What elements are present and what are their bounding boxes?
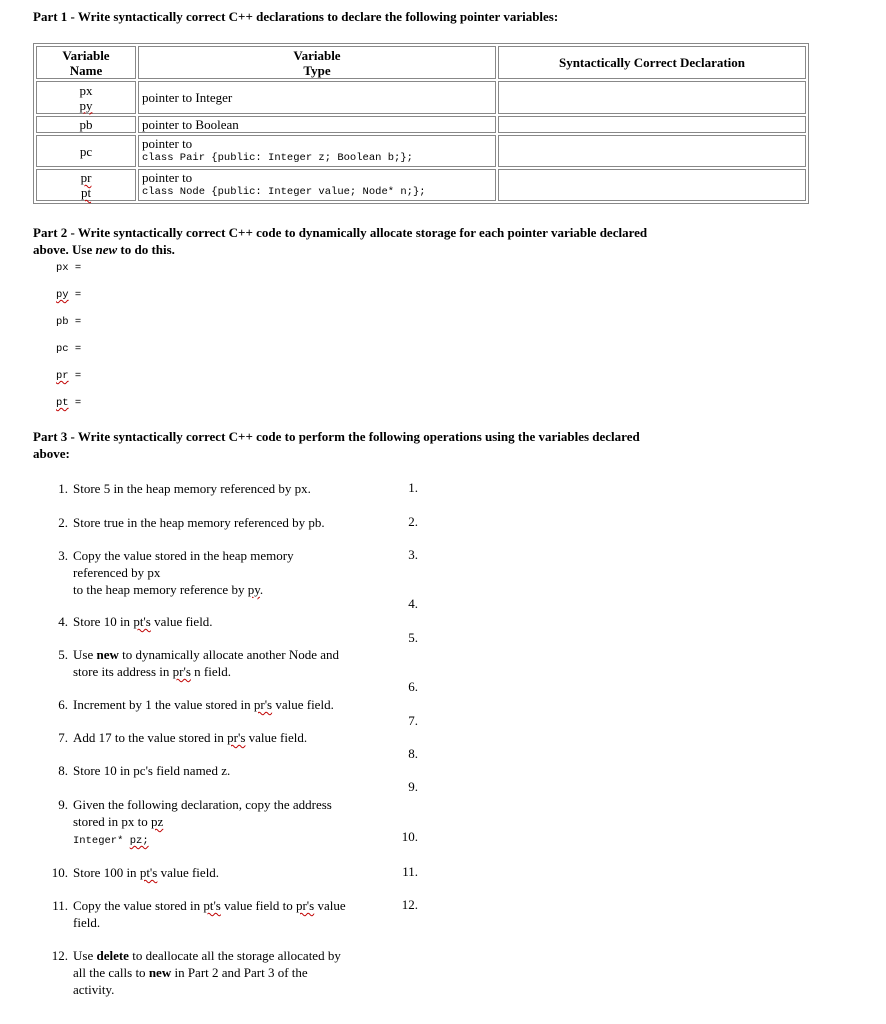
question-text-part: py — [247, 582, 260, 597]
alloc-eq: = — [68, 343, 82, 355]
part2-title-line2 — [33, 241, 647, 258]
question-text-part: value — [314, 898, 346, 913]
answer-slot-10[interactable]: 10. — [401, 829, 418, 844]
variable-name-cell — [36, 135, 136, 167]
header-variable-type — [138, 46, 496, 79]
question-2 — [46, 514, 386, 531]
question-text — [73, 729, 386, 746]
declaration-table — [33, 43, 809, 204]
question-text-part: value field. — [272, 697, 334, 712]
question-text — [73, 646, 386, 680]
header-type-line1: Variable — [293, 47, 341, 63]
alloc-eq: = — [68, 316, 82, 328]
question-text-part: pr's — [253, 697, 273, 712]
variable-type-code: class Node {public: Integer value; Node* n;}; — [142, 186, 426, 198]
part1-title: Part 1 - Write syntactically correct C++ declarations to declare the following pointer variables: — [33, 9, 559, 24]
new-keyword: new — [96, 647, 119, 662]
header-declaration: Syntactically Correct Declaration — [498, 46, 806, 79]
alloc-line-pc[interactable] — [56, 343, 81, 355]
header-name-line2: Name — [69, 62, 103, 78]
question-code: Integer* — [73, 835, 130, 847]
question-text-part: Copy the value stored in the heap memory — [73, 548, 294, 563]
question-text-part: field. — [73, 915, 101, 930]
alloc-eq: = — [68, 262, 82, 274]
header-variable-name — [36, 46, 136, 79]
question-text-part: Add 17 to the value stored in — [73, 730, 228, 745]
answer-slot-8[interactable]: 8. — [408, 746, 418, 761]
question-text-part: referenced by px — [73, 565, 161, 580]
question-text: Store true in the heap memory referenced by pb. — [73, 515, 325, 530]
question-number: 6. — [58, 697, 68, 712]
answer-slot-4[interactable]: 4. — [408, 596, 418, 611]
question-4 — [46, 613, 386, 630]
part3-title — [33, 428, 640, 462]
question-text-part: n field. — [190, 664, 231, 679]
question-number: 2. — [58, 515, 68, 530]
question-text-part: activity. — [73, 982, 115, 997]
question-7 — [46, 729, 386, 746]
question-text — [73, 696, 386, 713]
alloc-var: pb — [56, 316, 69, 328]
question-9 — [46, 796, 386, 850]
new-keyword: new — [95, 242, 118, 257]
table-row — [36, 169, 806, 201]
variable-type-cell — [138, 169, 496, 201]
question-number: 10. — [51, 865, 68, 880]
question-text-part: to the heap memory reference by — [73, 582, 248, 597]
part2-title-text: above. Use — [33, 242, 96, 257]
question-text-part: value field. — [245, 730, 308, 745]
alloc-line-px[interactable] — [56, 262, 81, 274]
part3-title-line1: Part 3 - Write syntactically correct C++ code to perform the following operations using the variables declared — [33, 429, 640, 444]
question-text-part: Use — [73, 647, 97, 662]
question-text: Store 10 in pc's field named z. — [73, 763, 231, 778]
question-text — [73, 947, 386, 998]
alloc-eq: = — [68, 289, 82, 301]
question-number: 7. — [58, 730, 68, 745]
alloc-eq: = — [68, 370, 82, 382]
question-number: 11. — [52, 898, 68, 913]
question-number: 9. — [58, 797, 68, 812]
question-text-part: store its address in — [73, 664, 173, 679]
table-row — [36, 116, 806, 133]
question-text: Store 5 in the heap memory referenced by px. — [73, 481, 311, 496]
question-text-part: pt's — [133, 614, 151, 629]
question-code: pz; — [129, 835, 149, 847]
delete-keyword: delete — [96, 948, 129, 963]
question-12 — [46, 947, 386, 998]
table-row — [36, 81, 806, 114]
question-text — [73, 897, 386, 931]
answer-slot-7[interactable]: 7. — [408, 713, 418, 728]
question-6 — [46, 696, 386, 713]
question-text — [73, 864, 386, 881]
part3-title-line2: above: — [33, 446, 70, 461]
answer-slot-3[interactable]: 3. — [408, 547, 418, 562]
question-number: 5. — [58, 647, 68, 662]
variable-type-cell: pointer to Boolean — [138, 116, 496, 133]
question-text-part: Store 10 in — [73, 614, 134, 629]
part2-title-line1: Part 2 - Write syntactically correct C++ code to dynamically allocate storage for each pointer variable declared — [33, 225, 648, 240]
variable-name-cell — [36, 169, 136, 201]
variable-name: pt — [80, 185, 92, 200]
question-number: 4. — [58, 614, 68, 629]
question-text-part: Copy the value stored in — [73, 898, 204, 913]
question-text-part: all the calls to — [73, 965, 149, 980]
question-text-part: pt's — [139, 865, 158, 880]
question-text-part: in Part 2 and Part 3 of the — [171, 965, 308, 980]
declaration-answer-cell[interactable] — [498, 135, 806, 167]
variable-type-cell — [138, 135, 496, 167]
question-11 — [46, 897, 386, 931]
alloc-var: px — [56, 262, 69, 274]
question-text-part: Given the following declaration, copy the address — [73, 797, 332, 812]
question-1 — [46, 480, 386, 497]
question-3 — [46, 547, 386, 598]
variable-name: px — [79, 82, 93, 98]
question-text-part: value field. — [157, 865, 220, 880]
declaration-answer-cell[interactable] — [498, 81, 806, 114]
question-5 — [46, 646, 386, 680]
question-8 — [46, 762, 386, 779]
declaration-answer-cell[interactable] — [498, 116, 806, 133]
question-text-part: value field. — [150, 614, 213, 629]
answer-slot-12[interactable]: 12. — [401, 897, 418, 912]
question-text-part: pr's — [227, 730, 246, 745]
variable-type-code: class Pair {public: Integer z; Boolean b;}; — [142, 152, 413, 164]
question-text-part: . — [259, 582, 264, 597]
answer-slot-1[interactable]: 1. — [408, 480, 418, 495]
alloc-line-pt[interactable] — [56, 397, 81, 409]
new-keyword: new — [148, 965, 172, 980]
alloc-line-py[interactable] — [56, 289, 81, 301]
question-text-part: pr's — [295, 898, 315, 913]
alloc-eq: = — [68, 397, 82, 409]
question-text — [73, 796, 386, 850]
question-number: 1. — [58, 481, 68, 496]
answer-slot-9[interactable]: 9. — [408, 779, 418, 794]
declaration-answer-cell[interactable] — [498, 169, 806, 201]
question-text-part: Use — [73, 948, 97, 963]
table-row — [36, 135, 806, 167]
question-text-part: pz — [151, 814, 164, 829]
alloc-line-pb[interactable] — [56, 316, 81, 328]
question-10 — [46, 864, 386, 881]
variable-name-cell — [36, 116, 136, 133]
header-type-line2: Type — [303, 62, 331, 78]
question-text — [73, 613, 386, 630]
answer-slot-11[interactable]: 11. — [402, 864, 418, 879]
variable-type-label: pointer to — [142, 170, 193, 185]
alloc-var: pc — [56, 343, 69, 355]
question-text-part: to dynamically allocate another Node and — [118, 647, 340, 662]
alloc-line-pr[interactable] — [56, 370, 81, 382]
variable-type-cell: pointer to Integer — [138, 81, 496, 114]
variable-name-cell — [36, 81, 136, 114]
question-number: 3. — [58, 548, 68, 563]
question-text-part: pt's — [203, 898, 221, 913]
question-number: 12. — [51, 948, 68, 963]
question-text-part: to deallocate all the storage allocated by — [128, 948, 341, 963]
question-text-part: value field to — [220, 898, 296, 913]
answer-slot-2[interactable]: 2. — [408, 514, 418, 529]
answer-slot-5[interactable]: 5. — [408, 630, 418, 645]
variable-name: pc — [79, 143, 93, 159]
part2-title-text: to do this. — [117, 242, 175, 257]
variable-name: pr — [80, 170, 92, 185]
variable-type-label: pointer to — [142, 136, 193, 151]
alloc-var: pr — [56, 370, 69, 382]
question-text-part: Store 100 in — [73, 865, 140, 880]
variable-name: pb — [79, 117, 93, 132]
variable-name: py — [79, 97, 93, 113]
answer-slot-6[interactable]: 6. — [408, 679, 418, 694]
question-text-part: Increment by 1 the value stored in — [73, 697, 254, 712]
alloc-var: pt — [56, 397, 69, 409]
question-number: 8. — [58, 763, 68, 778]
alloc-var: py — [56, 289, 69, 301]
question-text-part: pr's — [172, 664, 191, 679]
question-text-part: stored in px to — [73, 814, 151, 829]
part2-title — [33, 224, 647, 258]
question-text — [73, 547, 386, 598]
header-name-line1: Variable — [62, 47, 110, 63]
